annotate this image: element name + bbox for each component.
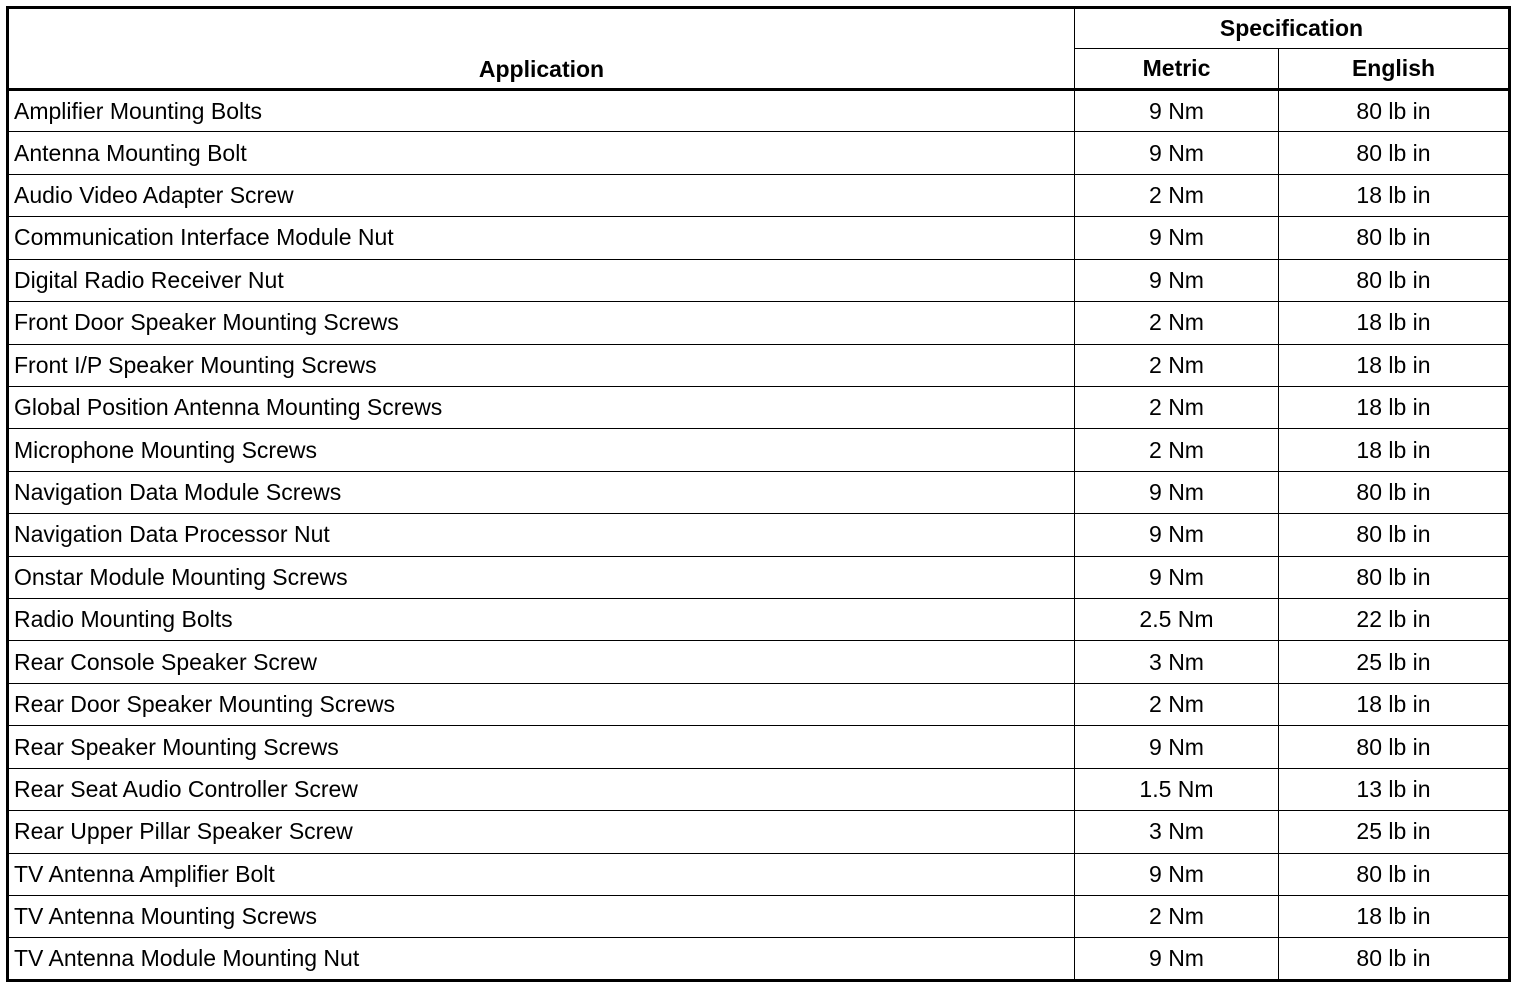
table-row	[8, 429, 1510, 471]
metric-value-cell: 9 Nm	[1075, 217, 1279, 259]
application-cell: Rear Speaker Mounting Screws	[8, 726, 1075, 768]
application-cell: TV Antenna Module Mounting Nut	[8, 938, 1075, 981]
metric-value-cell: 2 Nm	[1075, 174, 1279, 216]
metric-value-cell: 2 Nm	[1075, 302, 1279, 344]
english-value-cell: 80 lb in	[1279, 132, 1510, 174]
metric-value-cell: 9 Nm	[1075, 132, 1279, 174]
metric-value-cell: 3 Nm	[1075, 811, 1279, 853]
metric-value-cell: 9 Nm	[1075, 90, 1279, 132]
english-value-cell: 18 lb in	[1279, 386, 1510, 428]
table-row	[8, 174, 1510, 216]
english-value-cell: 22 lb in	[1279, 599, 1510, 641]
application-cell: Audio Video Adapter Screw	[8, 174, 1075, 216]
english-value-cell: 18 lb in	[1279, 896, 1510, 938]
application-column-header: Application	[8, 8, 1075, 90]
table-row	[8, 386, 1510, 428]
english-value-cell: 18 lb in	[1279, 302, 1510, 344]
english-value-cell: 25 lb in	[1279, 811, 1510, 853]
table-row	[8, 302, 1510, 344]
application-cell: Rear Console Speaker Screw	[8, 641, 1075, 683]
metric-column-header: Metric	[1075, 49, 1279, 90]
table-row	[8, 514, 1510, 556]
english-value-cell: 80 lb in	[1279, 217, 1510, 259]
table-body	[8, 90, 1510, 981]
english-value-cell: 18 lb in	[1279, 429, 1510, 471]
table-row	[8, 344, 1510, 386]
english-value-cell: 80 lb in	[1279, 938, 1510, 981]
english-value-cell: 80 lb in	[1279, 259, 1510, 301]
metric-value-cell: 9 Nm	[1075, 471, 1279, 513]
application-cell: Radio Mounting Bolts	[8, 599, 1075, 641]
application-cell: Microphone Mounting Screws	[8, 429, 1075, 471]
table-row	[8, 599, 1510, 641]
table-row	[8, 683, 1510, 725]
metric-value-cell: 9 Nm	[1075, 556, 1279, 598]
english-value-cell: 80 lb in	[1279, 556, 1510, 598]
table-row	[8, 768, 1510, 810]
specification-group-header: Specification	[1075, 8, 1510, 49]
fastener-tightening-specifications-table	[6, 6, 1511, 982]
english-value-cell: 18 lb in	[1279, 174, 1510, 216]
metric-value-cell: 9 Nm	[1075, 726, 1279, 768]
application-cell: TV Antenna Mounting Screws	[8, 896, 1075, 938]
metric-value-cell: 2 Nm	[1075, 429, 1279, 471]
table-row	[8, 938, 1510, 981]
table-row	[8, 726, 1510, 768]
english-value-cell: 25 lb in	[1279, 641, 1510, 683]
table-row	[8, 811, 1510, 853]
metric-value-cell: 2 Nm	[1075, 683, 1279, 725]
metric-value-cell: 1.5 Nm	[1075, 768, 1279, 810]
english-value-cell: 18 lb in	[1279, 344, 1510, 386]
table-row	[8, 556, 1510, 598]
metric-value-cell: 9 Nm	[1075, 938, 1279, 981]
application-cell: Antenna Mounting Bolt	[8, 132, 1075, 174]
metric-value-cell: 2.5 Nm	[1075, 599, 1279, 641]
table-row	[8, 259, 1510, 301]
application-cell: Global Position Antenna Mounting Screws	[8, 386, 1075, 428]
application-cell: Navigation Data Processor Nut	[8, 514, 1075, 556]
metric-value-cell: 9 Nm	[1075, 259, 1279, 301]
application-cell: Communication Interface Module Nut	[8, 217, 1075, 259]
metric-value-cell: 3 Nm	[1075, 641, 1279, 683]
metric-value-cell: 2 Nm	[1075, 344, 1279, 386]
application-cell: Navigation Data Module Screws	[8, 471, 1075, 513]
metric-value-cell: 9 Nm	[1075, 514, 1279, 556]
table-row	[8, 471, 1510, 513]
english-value-cell: 80 lb in	[1279, 90, 1510, 132]
metric-value-cell: 9 Nm	[1075, 853, 1279, 895]
application-cell: Front Door Speaker Mounting Screws	[8, 302, 1075, 344]
english-value-cell: 80 lb in	[1279, 726, 1510, 768]
table-row	[8, 896, 1510, 938]
application-cell: Rear Upper Pillar Speaker Screw	[8, 811, 1075, 853]
application-cell: Digital Radio Receiver Nut	[8, 259, 1075, 301]
application-cell: Amplifier Mounting Bolts	[8, 90, 1075, 132]
table-row	[8, 853, 1510, 895]
table-row	[8, 90, 1510, 132]
application-cell: Front I/P Speaker Mounting Screws	[8, 344, 1075, 386]
metric-value-cell: 2 Nm	[1075, 896, 1279, 938]
english-column-header: English	[1279, 49, 1510, 90]
english-value-cell: 80 lb in	[1279, 514, 1510, 556]
application-cell: Rear Door Speaker Mounting Screws	[8, 683, 1075, 725]
english-value-cell: 13 lb in	[1279, 768, 1510, 810]
application-cell: Onstar Module Mounting Screws	[8, 556, 1075, 598]
metric-value-cell: 2 Nm	[1075, 386, 1279, 428]
table-row	[8, 132, 1510, 174]
table-row	[8, 641, 1510, 683]
application-cell: TV Antenna Amplifier Bolt	[8, 853, 1075, 895]
table-header	[8, 8, 1510, 90]
table-row	[8, 217, 1510, 259]
english-value-cell: 80 lb in	[1279, 471, 1510, 513]
application-cell: Rear Seat Audio Controller Screw	[8, 768, 1075, 810]
english-value-cell: 80 lb in	[1279, 853, 1510, 895]
english-value-cell: 18 lb in	[1279, 683, 1510, 725]
